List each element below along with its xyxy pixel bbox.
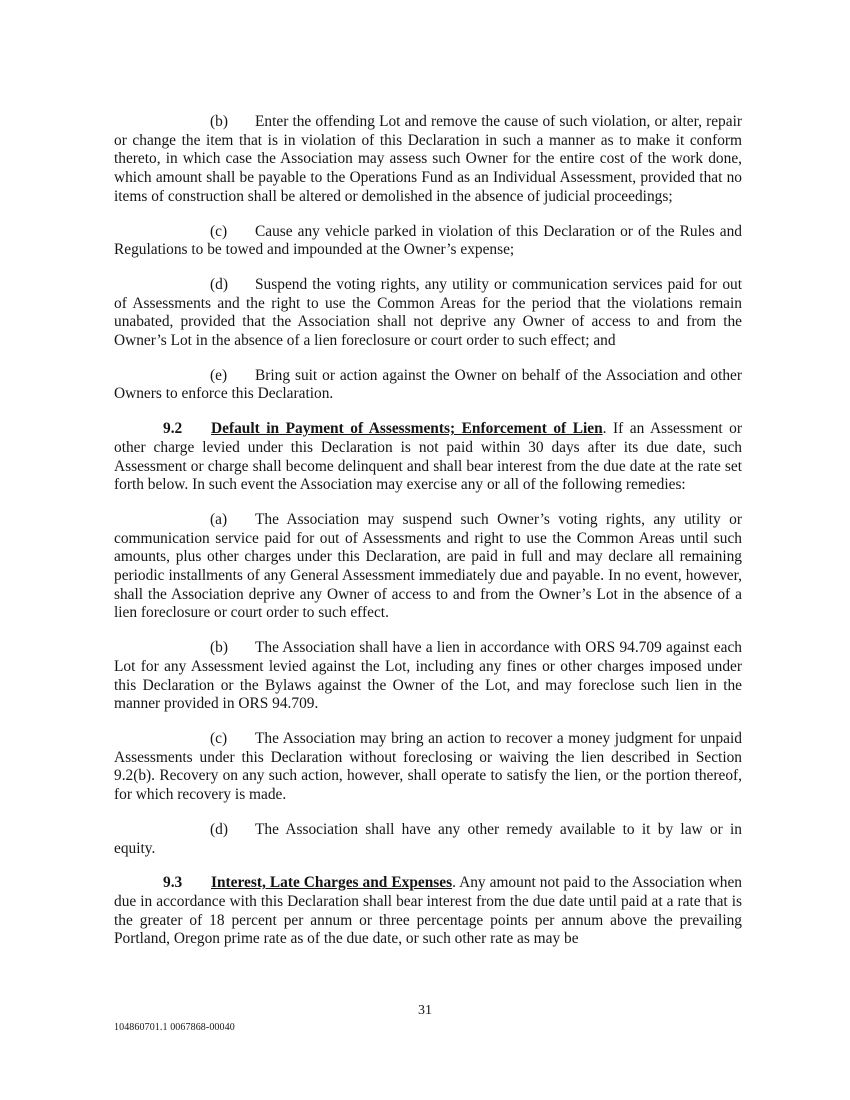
item-label: (c) — [210, 729, 228, 747]
paragraph-c-money-judgment — [114, 730, 742, 805]
item-label: (d) — [210, 820, 228, 838]
section-number: 9.3 — [163, 874, 183, 892]
item-label: (e) — [210, 366, 228, 384]
paragraph-text: . Any amount not paid to the Association when due in accordance with this Declaration shall bear interest from the due date until paid at a rate that is the greater of 18 percent per annum or three percentage points per annum above the prevailing Portland, Oregon prime rate as of the due date, or such other rate as may be — [114, 874, 742, 948]
paragraph-d-suspend-rights — [114, 276, 742, 351]
item-label: (b) — [210, 113, 228, 130]
paragraph-text: The Association may suspend such Owner’s voting rights, any utility or communication service paid for out of Assessments and right to use the Common Areas until such amounts, plus other charges under this Declaration, are paid in full and may declare all remaining periodic installments of any General Assessment immediately due and payable. In no event, however, shall the Association deprive any Owner of access to and from the Owner’s Lot in the absence of a lien foreclosure or court order to such effect. — [114, 510, 742, 622]
paragraph-text: Enter the offending Lot and remove the cause of such violation, or alter, repair or change the item that is in violation of this Declaration in such a manner as to make it conform thereto, in which case the Association may assess such Owner for the entire cost of the work done, which amount shall be payable to the Operations Fund as an Individual Assessment, provided that no items of construction shall be altered or demolished in the absence of judicial proceedings; — [114, 113, 742, 205]
paragraph-text: The Association shall have any other remedy available to it by law or in equity. — [114, 820, 742, 857]
paragraph-text: The Association may bring an action to recover a money judgment for unpaid Assessments under this Declaration without foreclosing or waiving the lien described in Section 9.2(b). Recovery on any such action, however, shall operate to satisfy the lien, or the portion thereof, for which recovery is made. — [114, 729, 742, 804]
paragraph-text: The Association shall have a lien in accordance with ORS 94.709 against each Lot for any Assessment levied against the Lot, including any fines or other charges imposed under this Declaration or the Bylaws against the Owner of the Lot, and may foreclose such lien in the manner provided in ORS 94.709. — [114, 639, 742, 713]
paragraph-text: Suspend the voting rights, any utility or communication services paid for out of Assessments and the right to use the Common Areas for the period that the violations remain unabated, provided that the Association shall not deprive any Owner of access to and from the Owner’s Lot in the absence of a lien foreclosure or court order to such effect; and — [114, 275, 742, 350]
paragraph-text: Cause any vehicle parked in violation of this Declaration or of the Rules and Regulations to be towed and impounded at the Owner’s expense; — [114, 222, 742, 259]
item-label: (b) — [210, 639, 228, 657]
paragraph-e-bring-suit — [114, 367, 742, 404]
document-id: 104860701.1 0067868-00040 — [114, 1022, 235, 1033]
document-body — [114, 113, 742, 965]
section-heading: Default in Payment of Assessments; Enforcement of Lien — [211, 420, 603, 438]
page-number: 31 — [418, 1003, 432, 1018]
paragraph-c-tow-vehicle — [114, 223, 742, 260]
paragraph-b-lien — [114, 639, 742, 714]
paragraph-text: . If an Assessment or other charge levied under this Declaration is not paid within 30 days after its due date, such Assessment or charge shall become delinquent and shall bear interest from the due date at the rate set forth below. In such event the Association may exercise any or all of the following remedies: — [114, 420, 742, 494]
paragraph-text: Bring suit or action against the Owner on behalf of the Association and other Owners to enforce this Declaration. — [114, 366, 742, 403]
paragraph-b-enter-lot — [114, 113, 742, 207]
section-heading: Interest, Late Charges and Expenses — [211, 874, 453, 892]
item-label: (d) — [210, 275, 228, 293]
section-9-3 — [114, 874, 742, 949]
paragraph-d-other-remedy — [114, 821, 742, 858]
paragraph-a-suspend-voting — [114, 511, 742, 623]
section-9-2 — [114, 420, 742, 495]
section-number: 9.2 — [163, 420, 183, 438]
item-label: (a) — [210, 510, 228, 528]
item-label: (c) — [210, 222, 228, 240]
